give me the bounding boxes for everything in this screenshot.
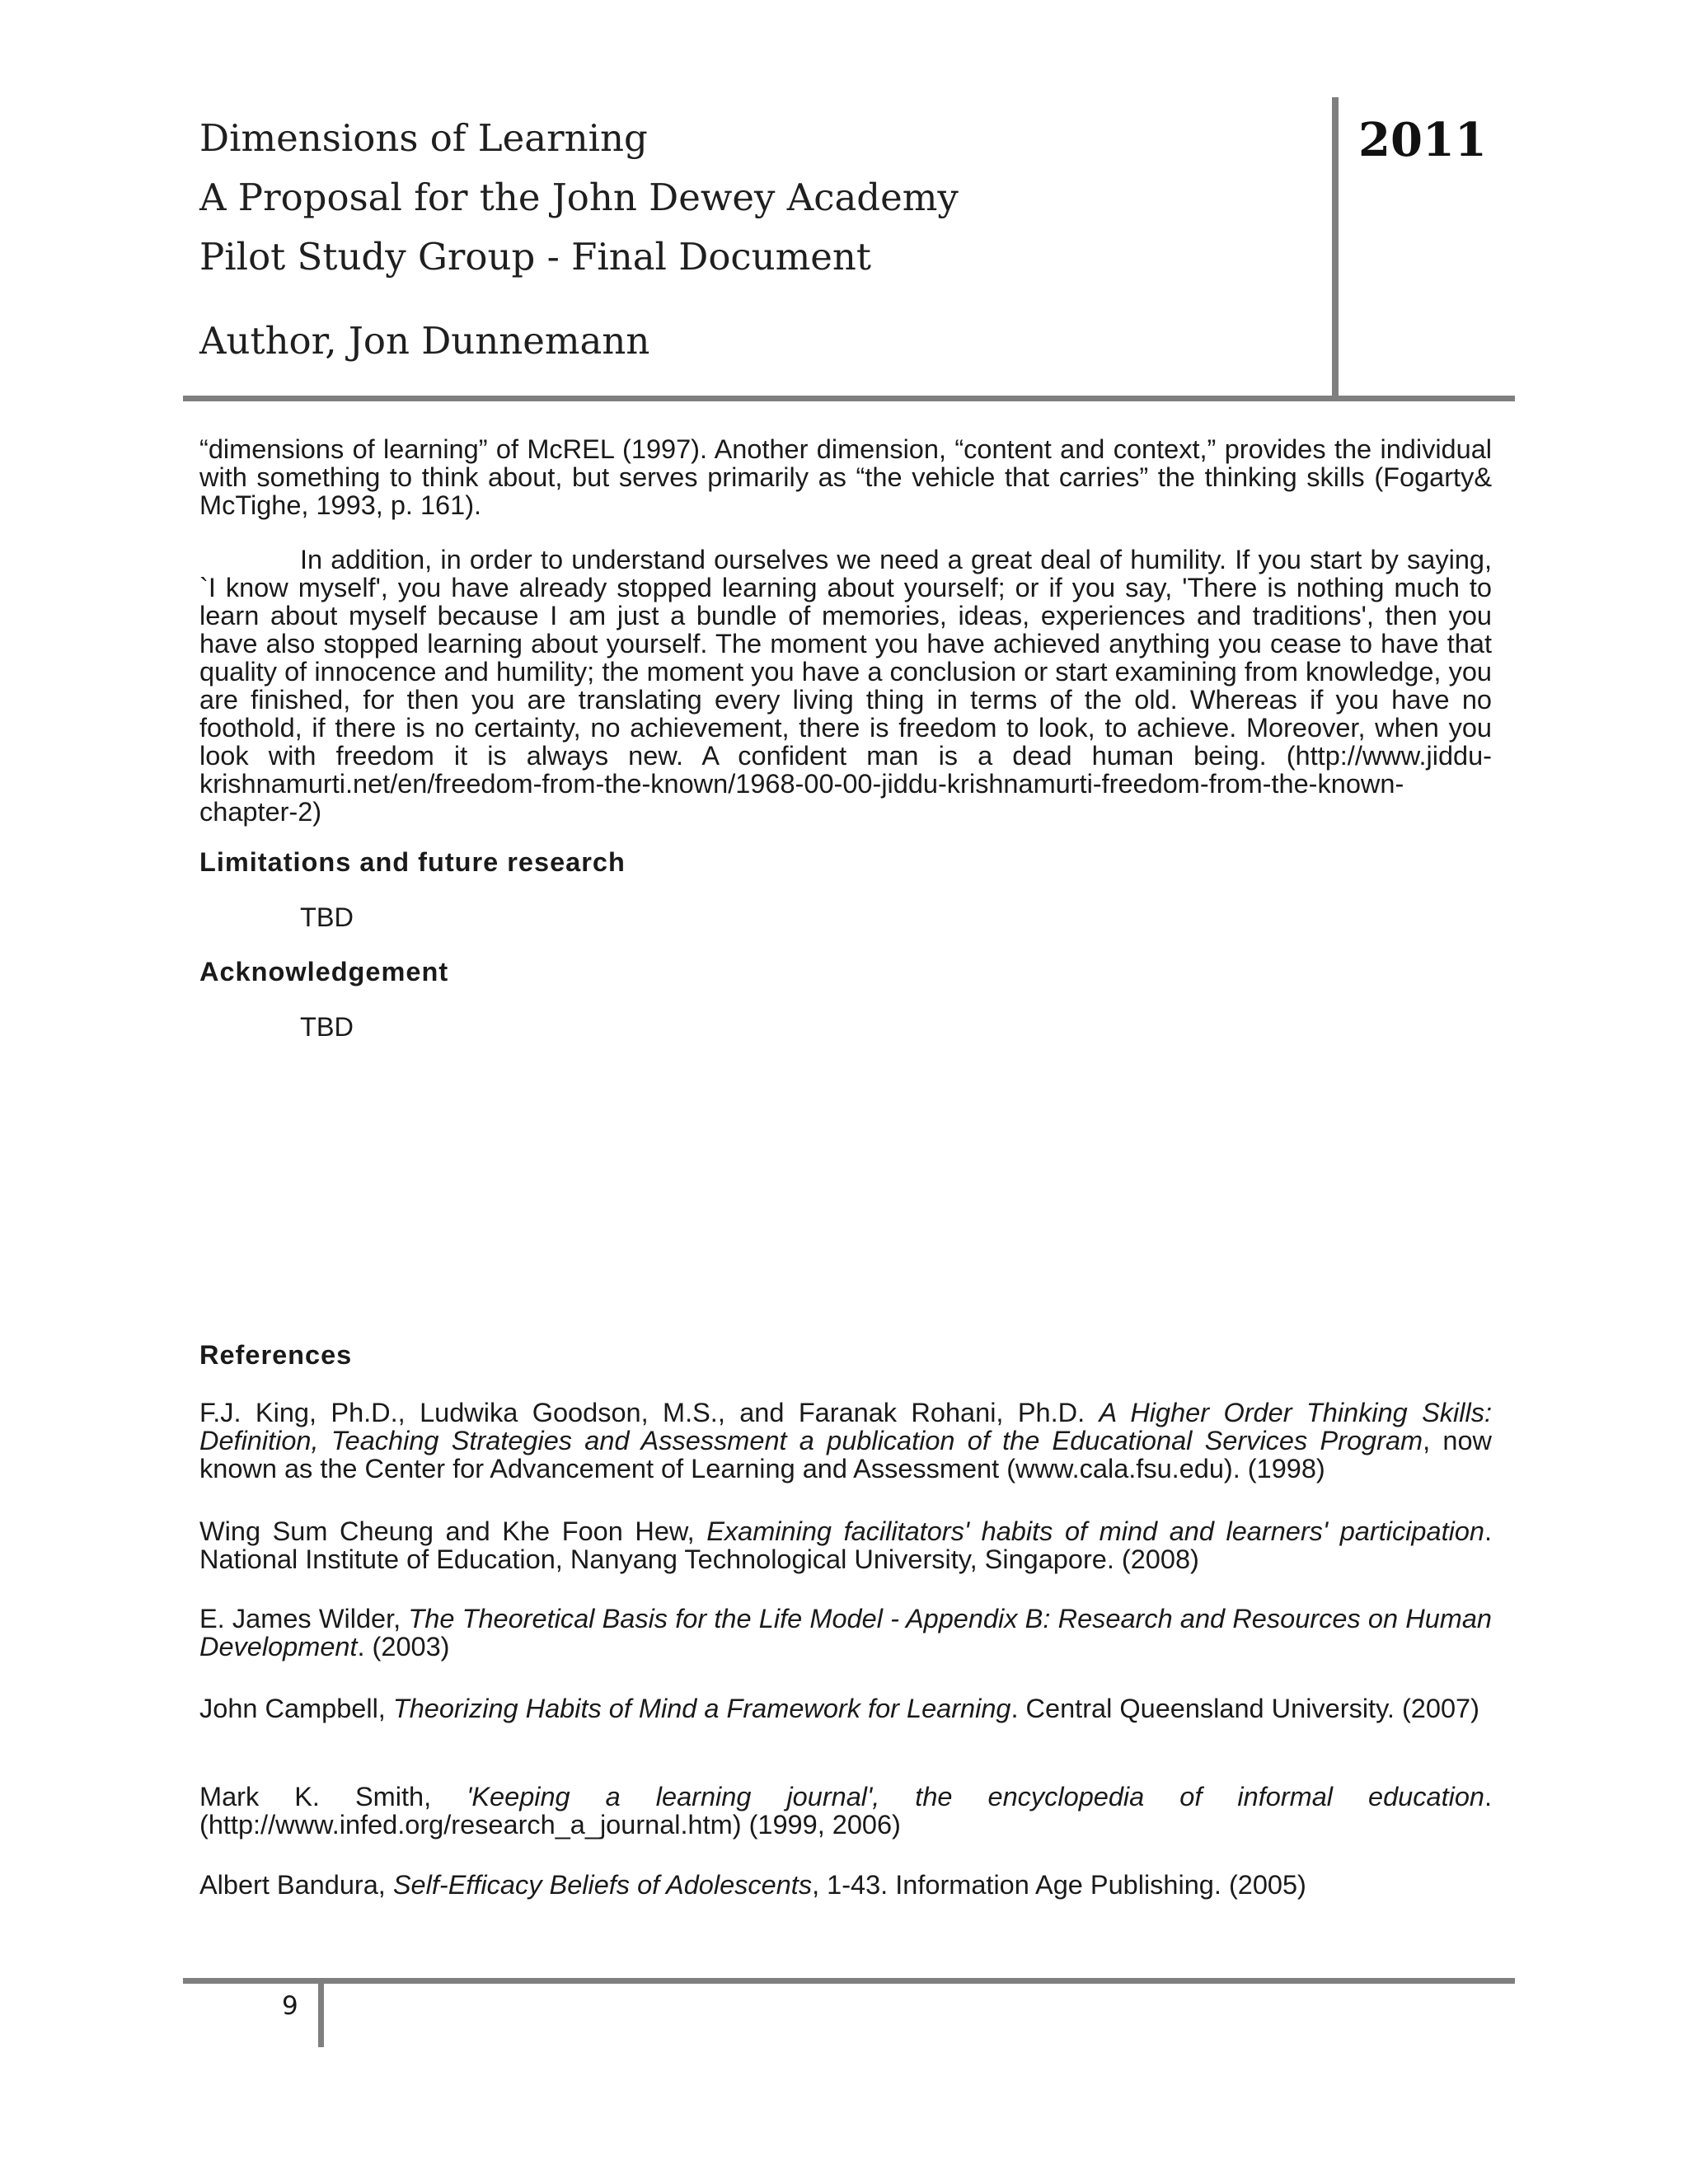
reference-item bbox=[199, 1605, 1492, 1661]
header-horizontal-rule bbox=[183, 396, 1515, 401]
limitations-heading: Limitations and future research bbox=[199, 847, 626, 877]
reference-item bbox=[199, 1399, 1492, 1483]
body-paragraph-2: In addition, in order to understand ourselves we need a great deal of humility. If you start by saying, `I know myself', you have already stopped learning about yourself; or if you say, 'There is nothing much to learn about myself because I am just a bundle of memories, ideas, experiences and traditions', then you have also stopped learning about yourself. The moment you have achieved anything you cease to have that quality of innocence and humility; the moment you have a conclusion or start examining from knowledge, you are finished, for then you are translating every living thing in terms of the old. Whereas if you have no foothold, if there is no certainty, no achievement, there is freedom to look, to achieve. Moreover, when you look with freedom it is always new. A confident man is a dead human being. (http://www.jiddu-krishnamurti.net/en/freedom-from-the-known/1968-00-00-jiddu-krishnamurti-freedom-from-the-known-chapter-2) bbox=[199, 545, 1492, 827]
reference-details: . National Institute of Education, Nanyang Technological University, Singapore. (2008) bbox=[199, 1516, 1492, 1574]
reference-title: Examining facilitators' habits of mind and learners' participation bbox=[706, 1516, 1484, 1546]
reference-item bbox=[199, 1517, 1492, 1573]
reference-title: Theorizing Habits of Mind a Framework for Learning bbox=[392, 1694, 1011, 1723]
reference-title: Self-Efficacy Beliefs of Adolescents bbox=[392, 1870, 813, 1900]
reference-item bbox=[199, 1871, 1492, 1899]
document-year: 2011 bbox=[1358, 113, 1487, 167]
reference-title: 'Keeping a learning journal', the encyclopedia of informal education bbox=[467, 1782, 1484, 1811]
acknowledgement-heading: Acknowledgement bbox=[199, 957, 449, 987]
limitations-body bbox=[199, 903, 1492, 931]
limitations-section bbox=[199, 848, 1492, 876]
references-section bbox=[199, 1341, 1492, 1369]
header-vertical-rule bbox=[1332, 97, 1339, 399]
body-paragraph-1: “dimensions of learning” of McREL (1997). Another dimension, “content and context,” provides the individual with something to think about, but serves primarily as “the vehicle that carries” the thinking skills (Fogarty& McTighe, 1993, p. 161). bbox=[199, 434, 1492, 520]
limitations-text: TBD bbox=[300, 902, 354, 932]
reference-details: , 1-43. Information Age Publishing. (2005) bbox=[812, 1870, 1306, 1900]
body-section bbox=[199, 435, 1492, 826]
document-title-line-1: Dimensions of Learning bbox=[199, 116, 648, 160]
reference-details: . (http://www.infed.org/research_a_journal.htm) (1999, 2006) bbox=[199, 1782, 1493, 1840]
reference-authors: Wing Sum Cheung and Khe Foon Hew, bbox=[199, 1516, 707, 1546]
reference-authors: E. James Wilder, bbox=[199, 1604, 409, 1633]
reference-details: . (2003) bbox=[357, 1632, 450, 1661]
reference-authors: Albert Bandura, bbox=[199, 1870, 393, 1900]
acknowledgement-text: TBD bbox=[300, 1012, 354, 1042]
acknowledgement-section bbox=[199, 958, 1492, 986]
reference-title: A Higher Order Thinking Skills: Definition, Teaching Strategies and Assessment a publication of the Educational Services Program bbox=[199, 1398, 1492, 1455]
reference-details: . Central Queensland University. (2007) bbox=[1010, 1694, 1479, 1723]
document-title-line-2: A Proposal for the John Dewey Academy bbox=[199, 176, 959, 219]
reference-item bbox=[199, 1694, 1492, 1722]
footer-horizontal-rule bbox=[183, 1978, 1515, 1984]
reference-authors: Mark K. Smith, bbox=[199, 1782, 467, 1811]
references-heading: References bbox=[199, 1340, 353, 1370]
reference-authors: John Campbell, bbox=[199, 1694, 393, 1723]
reference-authors: F.J. King, Ph.D., Ludwika Goodson, M.S., and Faranak Rohani, Ph.D. bbox=[199, 1398, 1100, 1427]
document-author: Author, Jon Dunnemann bbox=[199, 319, 650, 363]
footer-vertical-rule bbox=[318, 1980, 324, 2047]
acknowledgement-body bbox=[199, 1013, 1492, 1041]
page-number: 9 bbox=[282, 1991, 298, 2021]
document-title-line-3: Pilot Study Group - Final Document bbox=[199, 235, 871, 279]
reference-details: , now known as the Center for Advancement of Learning and Assessment (www.cala.fsu.edu). (1998) bbox=[199, 1426, 1493, 1483]
reference-item bbox=[199, 1783, 1492, 1839]
reference-title: The Theoretical Basis for the Life Model - Appendix B: Research and Resources on Human Development bbox=[199, 1604, 1493, 1661]
